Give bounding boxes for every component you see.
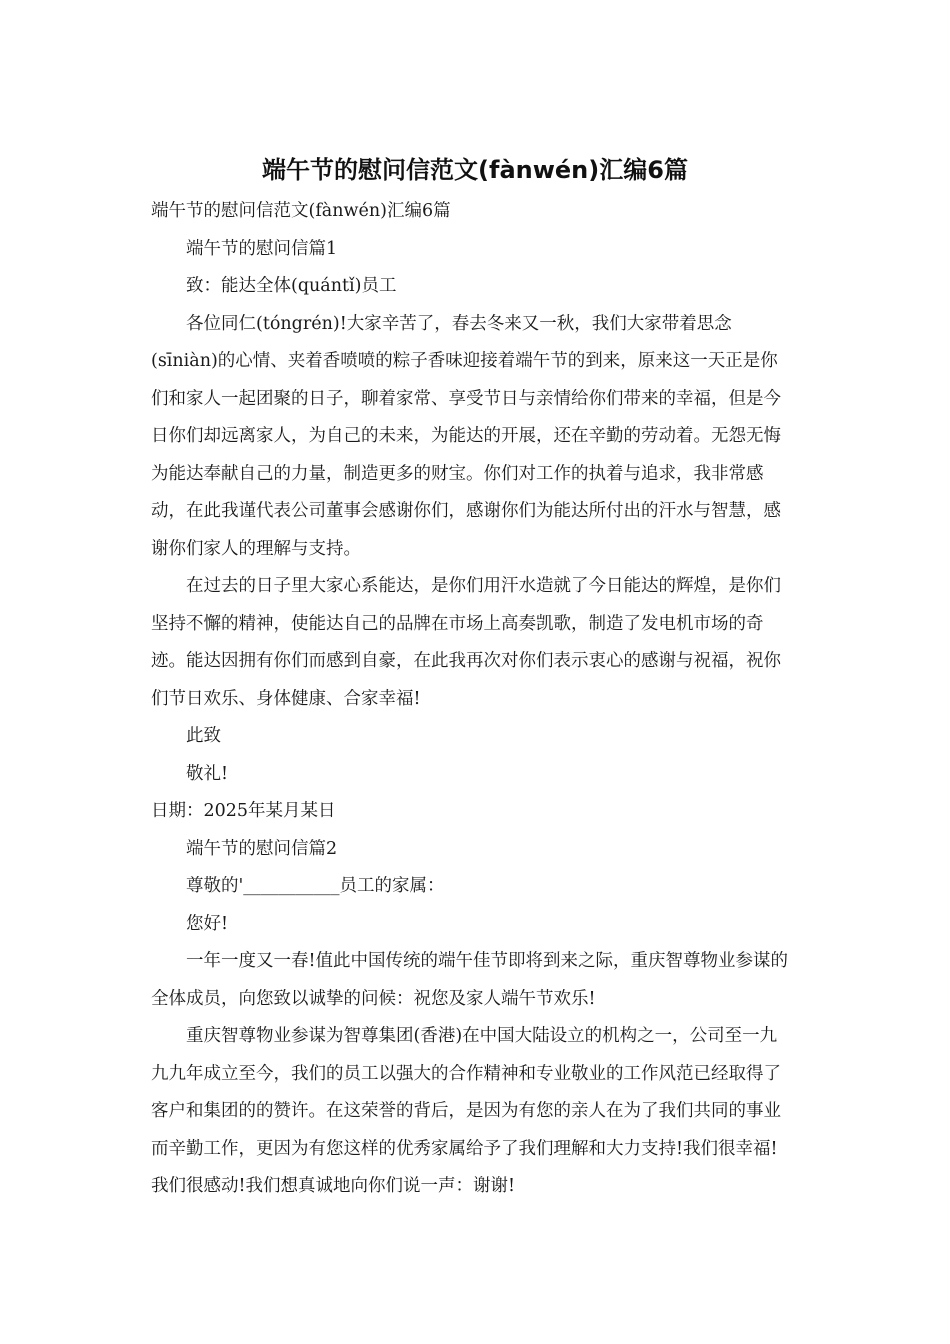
letter1-date: 日期：2025年某月某日: [151, 801, 336, 821]
document-subtitle: 端午节的慰问信范文(fànwén)汇编6篇: [151, 201, 451, 221]
document-body: [151, 193, 791, 1206]
document-title: 端午节的慰问信范文(fànwén)汇编6篇: [262, 156, 688, 184]
letter1-paragraph: 在过去的日子里大家心系能达，是你们用汗水造就了今日能达的辉煌，是你们坚持不懈的精神，使能达自己的品牌在市场上高奏凯歌，制造了发电机市场的奇迹。能达因拥有你们而感到自豪，在此我再次对你们表示衷心的感谢与祝福，祝你们节日欢乐、身体健康、合家幸福!: [151, 576, 781, 709]
letter2-salutation: 尊敬的'___________员工的家属：: [186, 876, 445, 896]
letter2-paragraph: 一年一度又一春!值此中国传统的端午佳节即将到来之际，重庆智尊物业参谋的全体成员，向您致以诚挚的问候：祝您及家人端午节欢乐!: [151, 951, 789, 1009]
letter1-closing: 此致: [186, 726, 221, 746]
letter2-heading: 端午节的慰问信篇2: [186, 838, 338, 859]
letter1-paragraph: 各位同仁(tóngrén)!大家辛苦了，春去冬来又一秋，我们大家带着思念(sīniàn)的心情、夹着香喷喷的粽子香味迎接着端午节的到来，原来这一天正是你们和家人一起团聚的日子，聊着家常、享受节日与亲情给你们带来的幸福，但是今日你们却远离家人，为自己的未来，为能达的开展，还在辛勤的劳动着。无怨无悔为能达奉献自己的力量，制造更多的财宝。你们对工作的执着与追求，我非常感动，在此我谨代表公司董事会感谢你们，感谢你们为能达所付出的汗水与智慧，感谢你们家人的理解与支持。: [151, 313, 781, 559]
letter1-closing: 敬礼!: [186, 763, 229, 784]
letter2-greeting: 您好!: [186, 913, 229, 934]
letter1-salutation: 致：能达全体(quántǐ)员工: [186, 276, 397, 296]
letter1-heading: 端午节的慰问信篇1: [186, 238, 338, 259]
letter2-paragraph: 重庆智尊物业参谋为智尊集团(香港)在中国大陆设立的机构之一，公司至一九九九年成立至今，我们的员工以强大的合作精神和专业敬业的工作风范已经取得了客户和集团的的赞许。在这荣誉的背后，是因为有您的亲人在为了我们共同的事业而辛勤工作，更因为有您这样的优秀家属给予了我们理解和大力支持!我们很幸福!我们很感动!我们想真诚地向你们说一声：谢谢!: [151, 1026, 781, 1196]
